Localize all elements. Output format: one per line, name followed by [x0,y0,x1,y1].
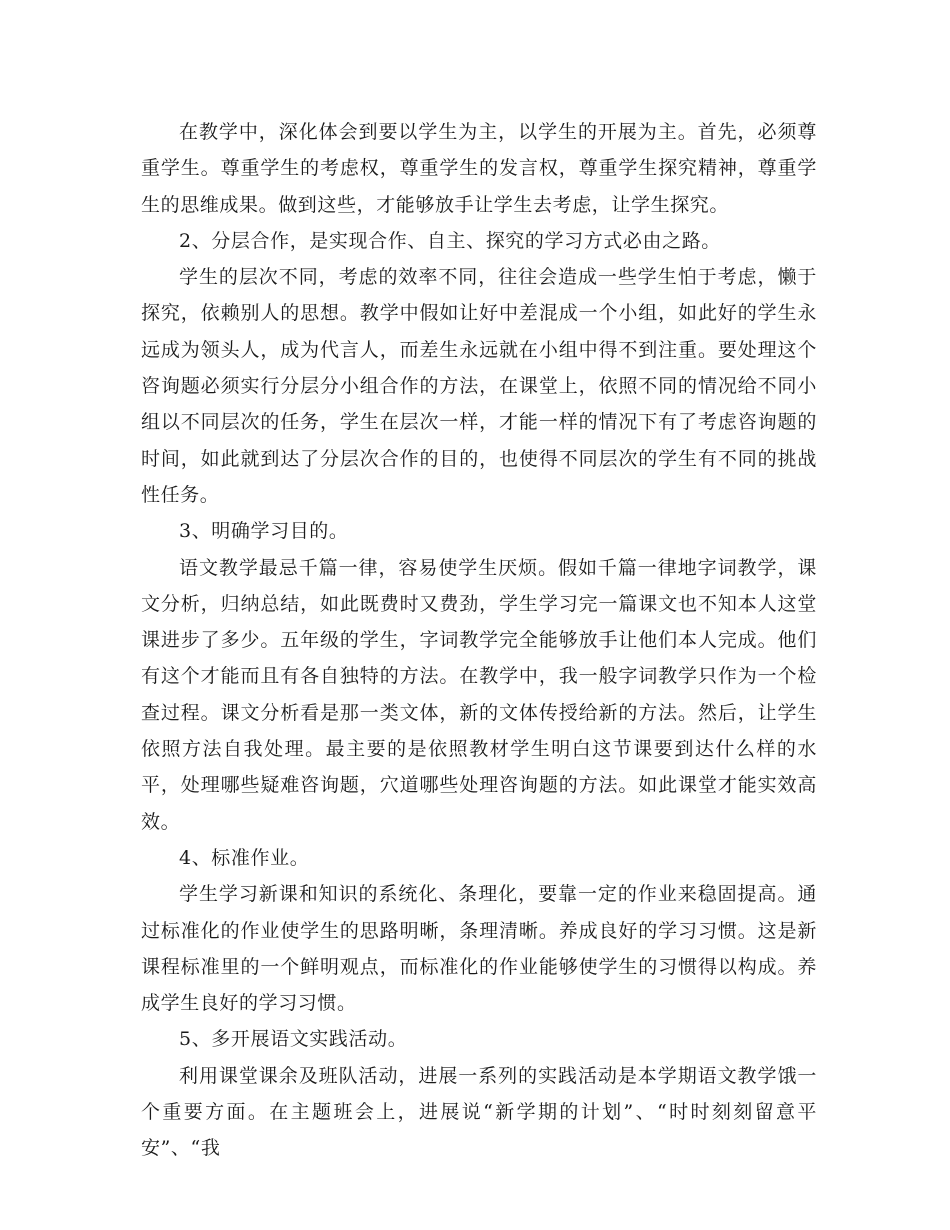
paragraph-respect-students: 在教学中，深化体会到要以学生为主，以学生的开展为主。首先，必须尊重学生。尊重学生的考虑权，尊重学生的发言权，尊重学生探究精神，尊重学生的思维成果。做到这些，才能够放手让学生去考虑，让学生探究。 [141,121,817,216]
paragraph-clear-goals: 语文教学最忌千篇一律，容易使学生厌烦。假如千篇一律地字词教学，课文分析，归纳总结，如此既费时又费劲，学生学习完一篇课文也不知本人这堂课进步了多少。五年级的学生，字词教学完全能够放手让他们本人完成。他们有这个才能而且有各自独特的方法。在教学中，我一般字词教学只作为一个检查过程。课文分析看是那一类文体，新的文体传授给新的方法。然后，让学生依照方法自我处理。最主要的是依照教材学生明白这节课要到达什么样的水平，处理哪些疑难咨询题，穴道哪些处理咨询题的方法。如此课堂才能实效高效。 [141,556,817,833]
paragraph-standard-homework: 学生学习新课和知识的系统化、条理化，要靠一定的作业来稳固提高。通过标准化的作业使学生的思路明晰，条理清晰。养成良好的学习习惯。这是新课程标准里的一个鲜明观点，而标准化的作业能够使学生的习惯得以构成。养成学生良好的学习习惯。 [141,883,817,1015]
heading-layered-cooperation: 2、分层合作，是实现合作、自主、探究的学习方式必由之路。 [179,229,721,252]
paragraph-layered-cooperation: 学生的层次不同，考虑的效率不同，往往会造成一些学生怕于考虑，懒于探究，依赖别人的思想。教学中假如让好中差混成一个小组，如此好的学生永远成为领头人，成为代言人，而差生永远就在小组中得不到注重。要处理这个咨询题必须实行分层分小组合作的方法，在课堂上，依照不同的情况给不同小组以不同层次的任务，学生在层次一样，才能一样的情况下有了考虑咨询题的时间，如此就到达了分层次合作的目的，也使得不同层次的学生有不同的挑战性任务。 [141,266,817,506]
document-body [141,114,817,1167]
paragraph-practice-activities: 利用课堂课余及班队活动，进展一系列的实践活动是本学期语文教学饿一个重要方面。在主题班会上，进展说“新学期的计划”、“时时刻刻留意平安”、“我 [141,1064,817,1160]
heading-standard-homework: 4、标准作业。 [179,846,310,869]
heading-clear-goals: 3、明确学习目的。 [179,520,349,543]
heading-practice-activities: 5、多开展语文实践活动。 [179,1028,408,1051]
